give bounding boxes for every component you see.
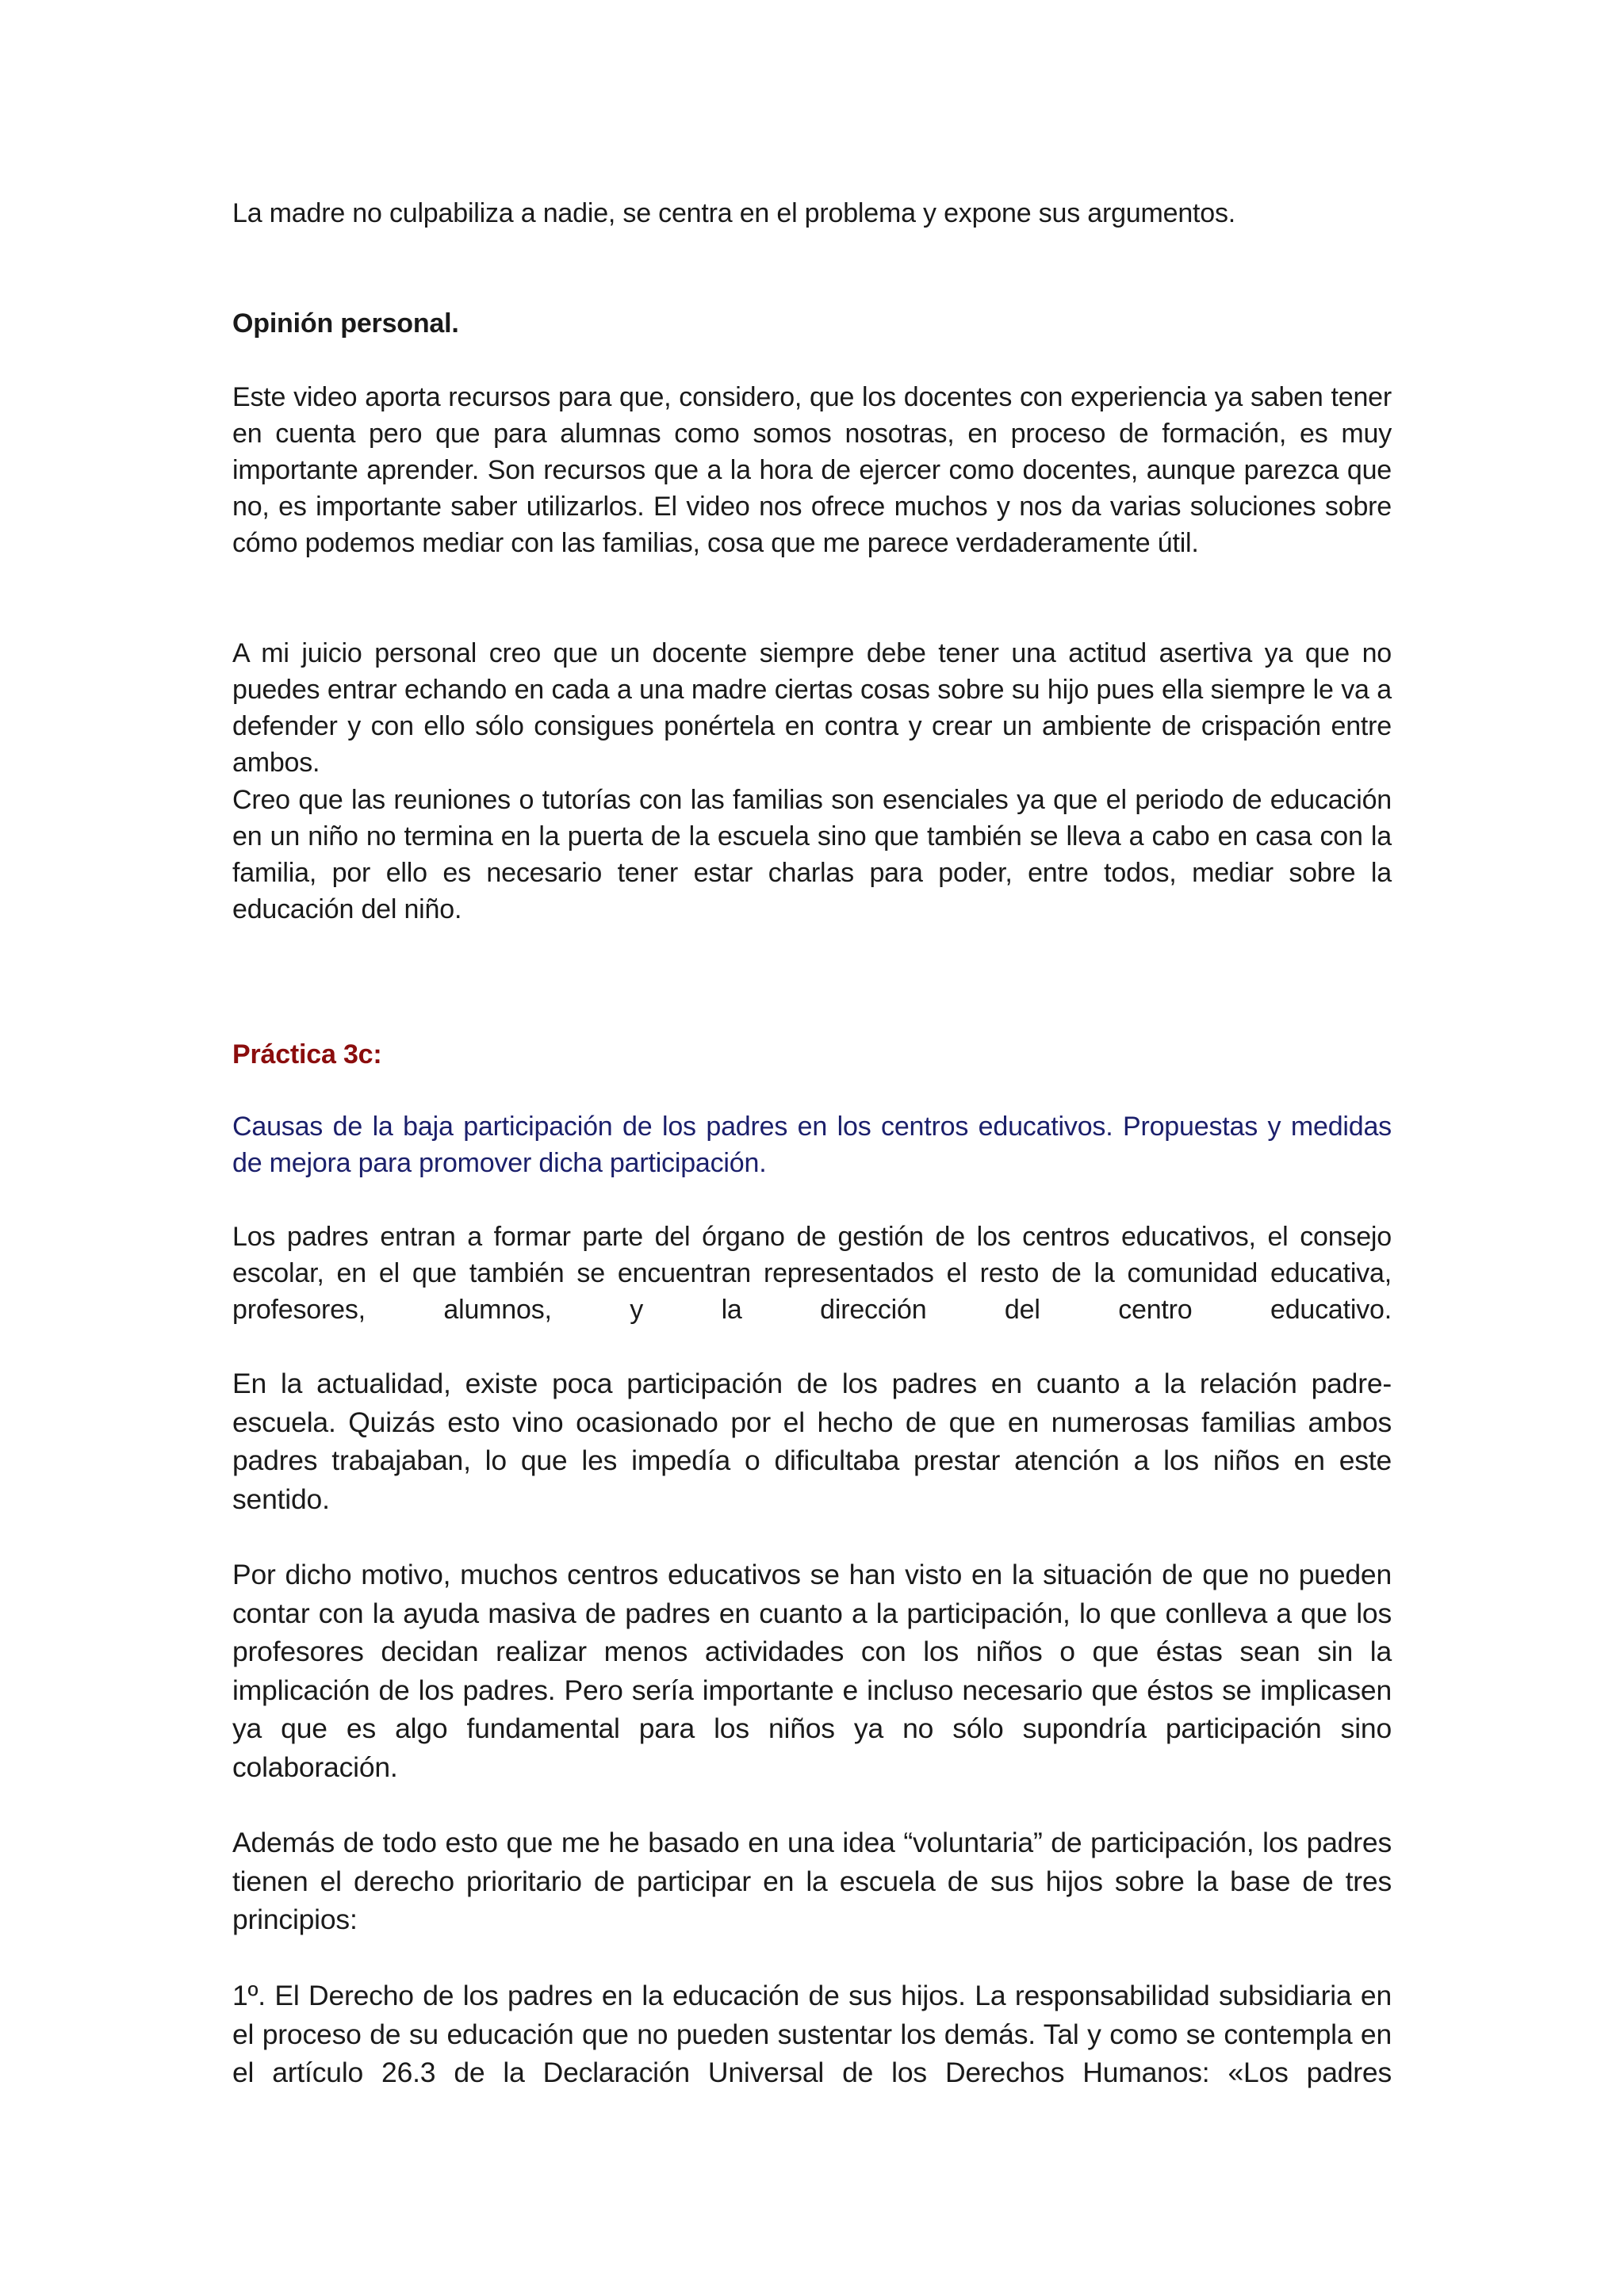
intro-line: La madre no culpabiliza a nadie, se centra en el problema y expone sus argumentos. [232, 198, 1236, 228]
opinion-heading: Opinión personal. [232, 308, 459, 339]
practice-title: Causas de la baja participación de los padres en los centros educativos. Propuestas y medidas de mejora para promover dicha participación. [232, 1112, 1392, 1178]
practice-paragraph-4: Además de todo esto que me he basado en una idea “voluntaria” de participación, los padres tienen el derecho prioritario de participar en la escuela de sus hijos sobre la base de tres principios: [232, 1827, 1392, 1935]
practice-paragraph-1: Los padres entran a formar parte del órgano de gestión de los centros educativos, el consejo escolar, en el que también se encuentran representados el resto de la comunidad educativa, profesores, alumnos, y la dirección del centro educativo. [232, 1222, 1392, 1325]
practice-heading: Práctica 3c: [232, 1039, 382, 1070]
opinion-paragraph-3: Creo que las reuniones o tutorías con las familias son esenciales ya que el periodo de educación en un niño no termina en la puerta de la escuela sino que también se lleva a cabo en casa con la familia, por ello es necesario tener estar charlas para poder, entre todos, mediar sobre la educación del niño. [232, 785, 1392, 924]
opinion-paragraph-1: Este video aporta recursos para que, considero, que los docentes con experiencia ya saben tener en cuenta pero que para alumnas como somos nosotras, en proceso de formación, es muy importante aprender. Son recursos que a la hora de ejercer como docentes, aunque parezca que no, es importante saber utilizarlos. El video nos ofrece muchos y nos da varias soluciones sobre cómo podemos mediar con las familias, cosa que me parece verdaderamente útil. [232, 382, 1392, 558]
practice-paragraph-3: Por dicho motivo, muchos centros educativos se han visto en la situación de que no pueden contar con la ayuda masiva de padres en cuanto a la participación, lo que conlleva a que los profesores decidan realizar menos actividades con los niños o que éstas sean sin la implicación de los padres. Pero sería importante e incluso necesario que éstos se implicasen ya que es algo fundamental para los niños ya no sólo supondría participación sino colaboración. [232, 1559, 1392, 1783]
practice-paragraph-5: 1º. El Derecho de los padres en la educación de sus hijos. La responsabilidad subsidiaria en el proceso de su educación que no pueden sustentar los demás. Tal y como se contempla en el artículo 26.3 de la Declaración Universal de los Derechos Humanos: «Los padres [232, 1980, 1392, 2088]
practice-paragraph-2: En la actualidad, existe poca participación de los padres en cuanto a la relación padre-escuela. Quizás esto vino ocasionado por el hecho de que en numerosas familias ambos padres trabajaban, lo que les impedía o dificultaba prestar atención a los niños en este sentido. [232, 1368, 1392, 1515]
opinion-paragraph-2: A mi juicio personal creo que un docente siempre debe tener una actitud asertiva ya que no puedes entrar echando en cada a una madre ciertas cosas sobre su hijo pues ella siempre le va a defender y con ello sólo consigues ponértela en contra y crear un ambiente de crispación entre ambos. [232, 638, 1392, 778]
